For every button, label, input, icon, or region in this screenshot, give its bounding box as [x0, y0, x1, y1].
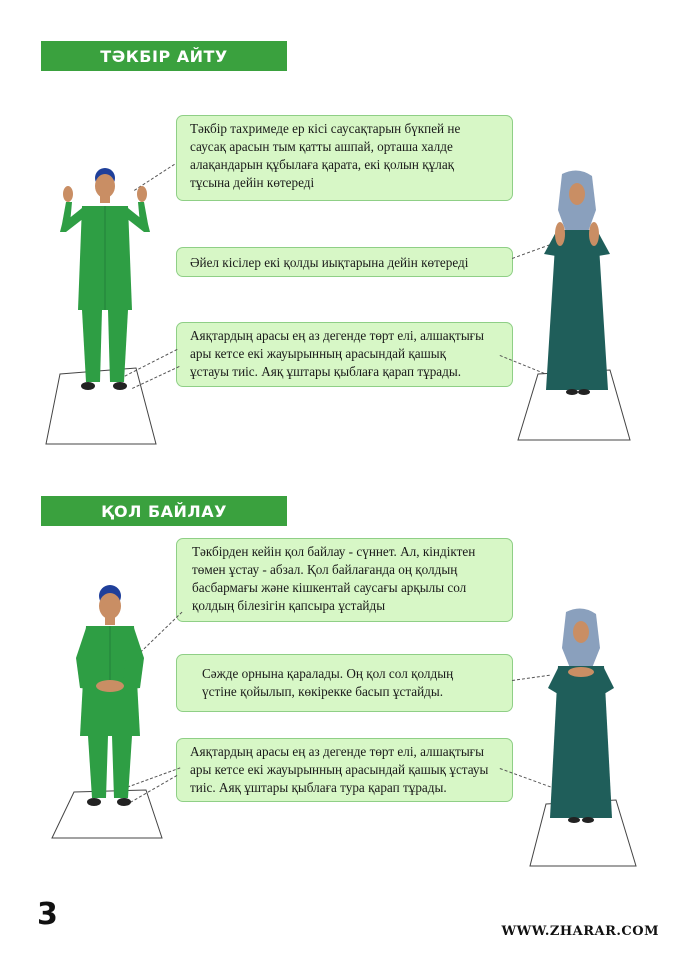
note-qol-bailau-feet	[176, 738, 513, 802]
section-title-qol-bailau: ҚОЛ БАЙЛАУ	[41, 496, 287, 526]
woman-qol-bailau-illustration	[528, 608, 638, 868]
note-line: Сәжде орнына қаралады. Оң қол сол қолдың	[202, 666, 454, 681]
note-line: Аяқтардың арасы ең аз дегенде төрт елі, алшақтығы	[190, 328, 484, 343]
note-line: басбармағы және кішкентай саусағы арқылы сол	[192, 580, 467, 595]
watermark-text: WWW.ZHARAR.COM	[501, 924, 659, 939]
note-line: төмен ұстау - абзал. Қол байлағанда оң қолдың	[192, 562, 458, 577]
note-line: ұстауы тиіс. Аяқ ұштары қыблаға қарап тұрады.	[190, 364, 462, 379]
man-takbir-illustration	[44, 162, 164, 448]
note-line: тиіс. Аяқ ұштары қыблаға тура қарап тұрады.	[190, 780, 447, 795]
section-title-takbir: ТӘКБІР АЙТУ	[41, 41, 287, 71]
note-line: Аяқтардың арасы ең аз дегенде төрт елі, алшақтығы	[190, 744, 484, 759]
note-line: Тәкбірден кейін қол байлау - сүннет. Ал, кіндіктен	[192, 544, 476, 559]
note-qol-bailau-woman	[176, 654, 513, 712]
page-number: 3	[37, 897, 58, 932]
note-line: қолдың білезігін қапсыра ұстайды	[192, 598, 386, 613]
note-takbir-woman-hands	[176, 247, 513, 277]
note-line: алақандарын құбылаға қарата, екі қолын құлақ	[190, 157, 455, 172]
woman-takbir-illustration	[516, 170, 632, 442]
note-line: ары кетсе екі жауырынның арасындай қашық ұстауы	[190, 762, 489, 777]
note-line: Тәкбір тахримеде ер кісі саусақтарын бүкпей не	[190, 121, 461, 136]
man-qol-bailau-illustration	[50, 584, 166, 840]
note-takbir-man-hands	[176, 115, 513, 201]
note-qol-bailau-man	[176, 538, 513, 622]
note-line: саусақ арасын тым қатты ашпай, орташа халде	[190, 139, 453, 154]
note-line: Әйел кісілер екі қолды иықтарына дейін көтереді	[190, 255, 469, 270]
note-line: ары кетсе екі жауырынның арасындай қашық	[190, 346, 447, 361]
note-takbir-feet	[176, 322, 513, 387]
note-line: үстіне қойылып, көкірекке басып ұстайды.	[202, 684, 444, 699]
note-line: тұсына дейін көтереді	[190, 175, 315, 190]
